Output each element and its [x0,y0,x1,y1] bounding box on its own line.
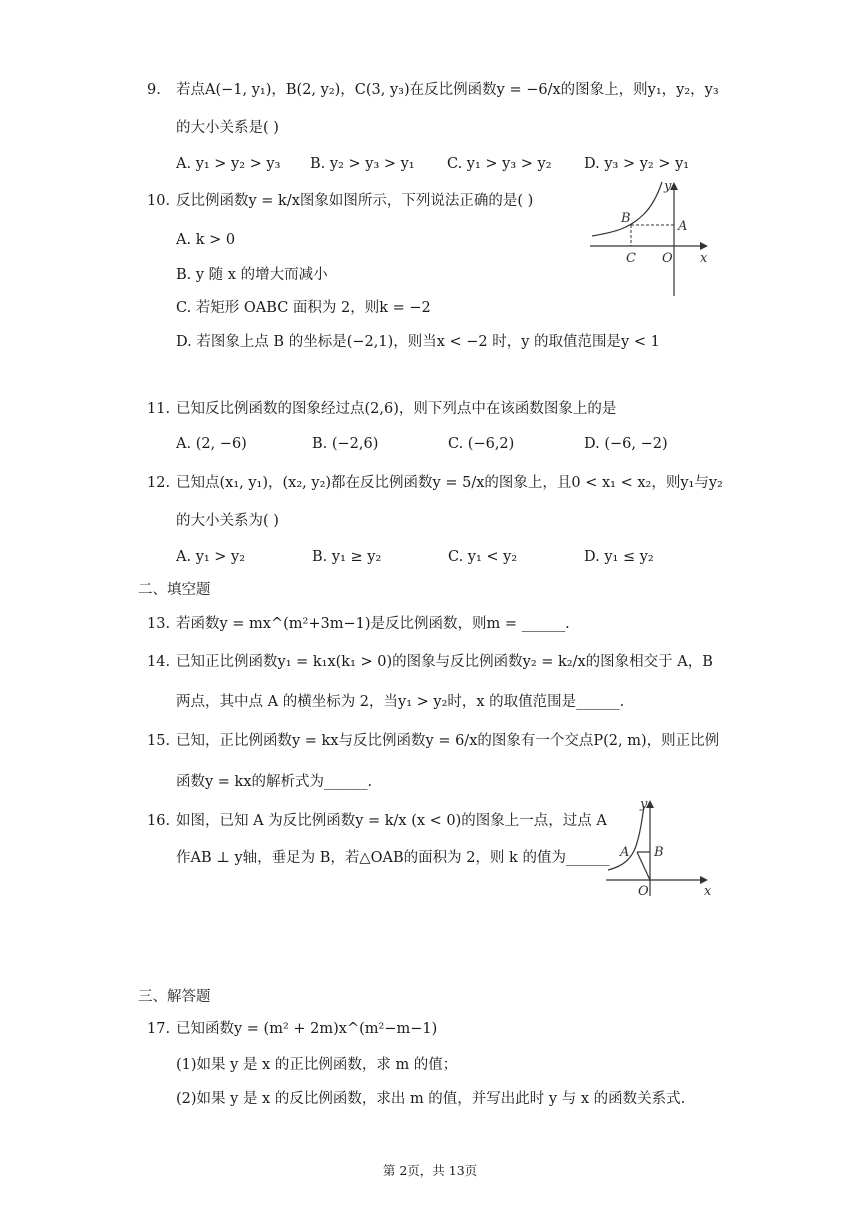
q11-number: 11. [147,401,171,417]
q10-option-d: D. 若图象上点 B 的坐标是(−2,1)，则当x < −2 时，y 的取值范围是y < 1 [176,334,660,350]
q10-hyperbola-curve [592,182,662,236]
q15-stem-line1: 已知，正比例函数y = kx与反比例函数y = 6/x的图象有一个交点P(2, m)，则正比例 [176,733,720,749]
q10-label-a: A [678,219,688,234]
q10-label-x: x [700,251,708,266]
q11-option-d: D. (−6, −2) [584,436,668,452]
page-footer: 第 2页，共 13页 [382,1163,478,1178]
q15-stem-line2: 函数y = kx的解析式为______. [176,774,373,790]
q16-segment-oa [637,852,650,880]
q10-label-o: O [662,251,673,266]
q16-label-b: B [654,845,664,860]
q13-stem-line1: 若函数y = mx^(m²+3m−1)是反比例函数，则m = ______. [176,616,570,632]
q16-stem-line2: 作AB ⊥ y轴，垂足为 B，若△OAB的面积为 2，则 k 的值为______ [176,850,610,866]
q16-label-o: O [638,884,649,899]
q11-option-a: A. (2, −6) [176,436,247,452]
q16-stem-line1: 如图，已知 A 为反比例函数y = k/x (x < 0)的图象上一点，过点 A [176,813,607,829]
q10-stem-line1: 反比例函数y = k/x图象如图所示，下列说法正确的是( ) [176,193,534,209]
q10-label-c: C [626,251,636,266]
q9-stem-line2: 的大小关系是( ) [176,120,279,136]
q14-stem-line1: 已知正比例函数y₁ = k₁x(k₁ > 0)的图象与反比例函数y₂ = k₂/x的图象相交于 A，B [176,654,713,670]
q16-figure [602,796,718,900]
q12-option-a: A. y₁ > y₂ [176,549,246,565]
q14-stem-line2: 两点，其中点 A 的横坐标为 2，当y₁ > y₂时，x 的取值范围是______. [176,694,625,710]
q16-number: 16. [147,813,171,829]
q10-option-a: A. k > 0 [176,232,236,248]
q9-option-c: C. y₁ > y₃ > y₂ [447,156,552,172]
q16-label-a: A [620,845,630,860]
q12-number: 12. [147,475,171,491]
q12-stem-line1: 已知点(x₁, y₁)，(x₂, y₂)都在反比例函数y = 5/x的图象上，且0 < x₁ < x₂，则y₁与y₂ [176,475,723,491]
q9-option-a: A. y₁ > y₂ > y₃ [176,156,281,172]
q9-option-d: D. y₃ > y₂ > y₁ [584,156,690,172]
q12-option-c: C. y₁ < y₂ [448,549,518,565]
section-answer-heading: 三、解答题 [138,989,211,1005]
q10-number: 10. [147,193,171,209]
q10-figure [588,178,718,298]
q16-label-y: y [640,797,648,812]
q11-stem-line1: 已知反比例函数的图象经过点(2,6)，则下列点中在该函数图象上的是 [176,401,617,417]
q17-part1: (1)如果 y 是 x 的正比例函数，求 m 的值； [176,1057,458,1073]
q12-option-b: B. y₁ ≥ y₂ [312,549,382,565]
section-fill-in-heading: 二、填空题 [138,582,211,598]
q16-hyperbola-curve [608,806,644,870]
q13-number: 13. [147,616,171,632]
q10-label-y: y [664,179,672,194]
q16-label-x: x [704,884,712,899]
q12-stem-line2: 的大小关系为( ) [176,513,279,529]
q9-option-b: B. y₂ > y₃ > y₁ [310,156,415,172]
q11-option-b: B. (−2,6) [312,436,379,452]
q15-number: 15. [147,733,171,749]
q17-part2: (2)如果 y 是 x 的反比例函数，求出 m 的值，并写出此时 y 与 x 的函数关系式. [176,1091,686,1107]
q16-x-arrow-icon [700,876,708,884]
q10-option-c: C. 若矩形 OABC 面积为 2，则k = −2 [176,300,431,316]
q10-label-b: B [621,211,631,226]
q14-number: 14. [147,654,171,670]
q11-option-c: C. (−6,2) [448,436,515,452]
q12-option-d: D. y₁ ≤ y₂ [584,549,654,565]
q10-option-b: B. y 随 x 的增大而减小 [176,267,328,283]
q10-x-arrow-icon [700,242,708,250]
q9-number: 9. [147,82,161,98]
q9-stem-line1: 若点A(−1, y₁)，B(2, y₂)，C(3, y₃)在反比例函数y = −6/x的图象上，则y₁，y₂，y₃ [176,82,719,98]
q17-number: 17. [147,1021,171,1037]
q17-stem-line1: 已知函数y = (m² + 2m)x^(m²−m−1) [176,1021,438,1037]
